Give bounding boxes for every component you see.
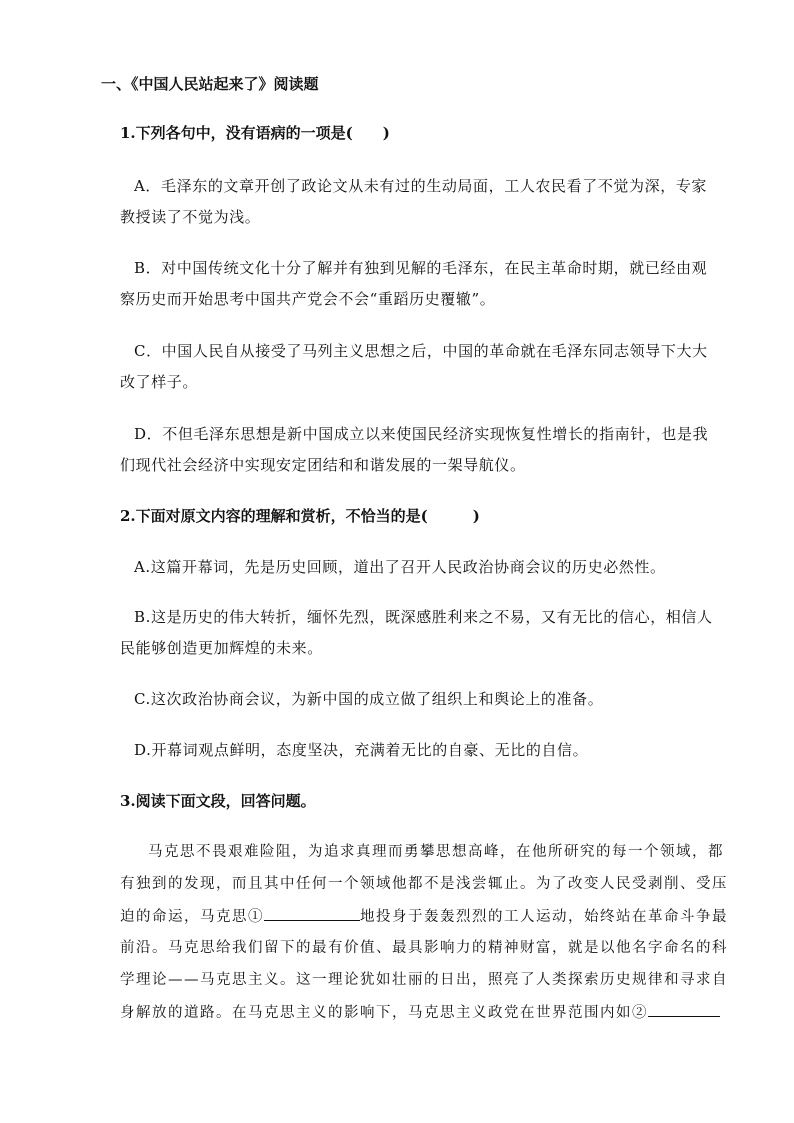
answer-blank-1[interactable] bbox=[264, 905, 360, 921]
passage-line-2: 有独到的发现，而且其中任何一个领域他都不是浅尝辄止。为了改变人民受剥削、受压 bbox=[120, 876, 728, 892]
section-title: 一、《中国人民站起来了》阅读题 bbox=[101, 75, 319, 93]
passage-line-3-part-a: 迫的命运，马克思① bbox=[120, 909, 264, 925]
passage-line-6 bbox=[120, 1001, 720, 1024]
q2-option-c: C.这次政治协商会议，为新中国的成立做了组织上和舆论上的准备。 bbox=[134, 690, 604, 708]
passage-line-5: 学理论——马克思主义。这一理论犹如壮丽的日出，照亮了人类探索历史规律和寻求自 bbox=[120, 972, 728, 988]
question-3-stem: 3.阅读下面文段，回答问题。 bbox=[120, 792, 316, 810]
question-2-stem: 2.下面对原文内容的理解和赏析，不恰当的是( ) bbox=[120, 507, 480, 525]
q2-option-a: A.这篇开幕词，先是历史回顾，道出了召开人民政治协商会议的历史必然性。 bbox=[134, 558, 666, 576]
passage-line-3-part-b: 地投身于轰轰烈烈的工人运动，始终站在革命斗争最 bbox=[360, 909, 728, 925]
question-1-stem: 1.下列各句中，没有语病的一项是( ) bbox=[120, 124, 390, 142]
q1-option-c-line2: 改了样子。 bbox=[120, 373, 199, 391]
q1-option-b-line1: B．对中国传统文化十分了解并有独到见解的毛泽东，在民主革命时期，就已经由观 bbox=[134, 259, 708, 277]
q1-option-b-line2: 察历史而开始思考中国共产党会不会“重蹈历史覆辙”。 bbox=[120, 290, 496, 308]
q1-option-d-line2: 们现代社会经济中实现安定团结和和谐发展的一架导航仪。 bbox=[120, 456, 526, 474]
q1-option-d-line1: D．不但毛泽东思想是新中国成立以来使国民经济实现恢复性增长的指南针，也是我 bbox=[134, 425, 709, 443]
q1-option-c-line1: C．中国人民自从接受了马列主义思想之后，中国的革命就在毛泽东同志领导下大大 bbox=[134, 342, 708, 360]
q2-option-d: D.开幕词观点鲜明，态度坚决，充满着无比的自豪、无比的自信。 bbox=[134, 741, 589, 759]
q1-option-a-line2: 教授读了不觉为浅。 bbox=[120, 208, 261, 226]
q2-option-b-line1: B.这是历史的伟大转折，缅怀先烈，既深感胜利来之不易，又有无比的信心，相信人 bbox=[134, 608, 713, 626]
passage-line-1: 马克思不畏艰难险阻，为追求真理而勇攀思想高峰，在他所研究的每一个领域，都 bbox=[148, 844, 724, 860]
passage-line-3 bbox=[120, 905, 728, 928]
q1-option-a-line1: A．毛泽东的文章开创了政论文从未有过的生动局面，工人农民看了不觉为深，专家 bbox=[134, 177, 708, 195]
passage-line-6-part-a: 身解放的道路。在马克思主义的影响下，马克思主义政党在世界范围内如② bbox=[120, 1005, 648, 1021]
answer-blank-2[interactable] bbox=[648, 1001, 720, 1017]
q2-option-b-line2: 民能够创造更加辉煌的未来。 bbox=[120, 639, 323, 657]
passage-line-4: 前沿。马克思给我们留下的最有价值、最具影响力的精神财富，就是以他名字命名的科 bbox=[120, 940, 728, 956]
